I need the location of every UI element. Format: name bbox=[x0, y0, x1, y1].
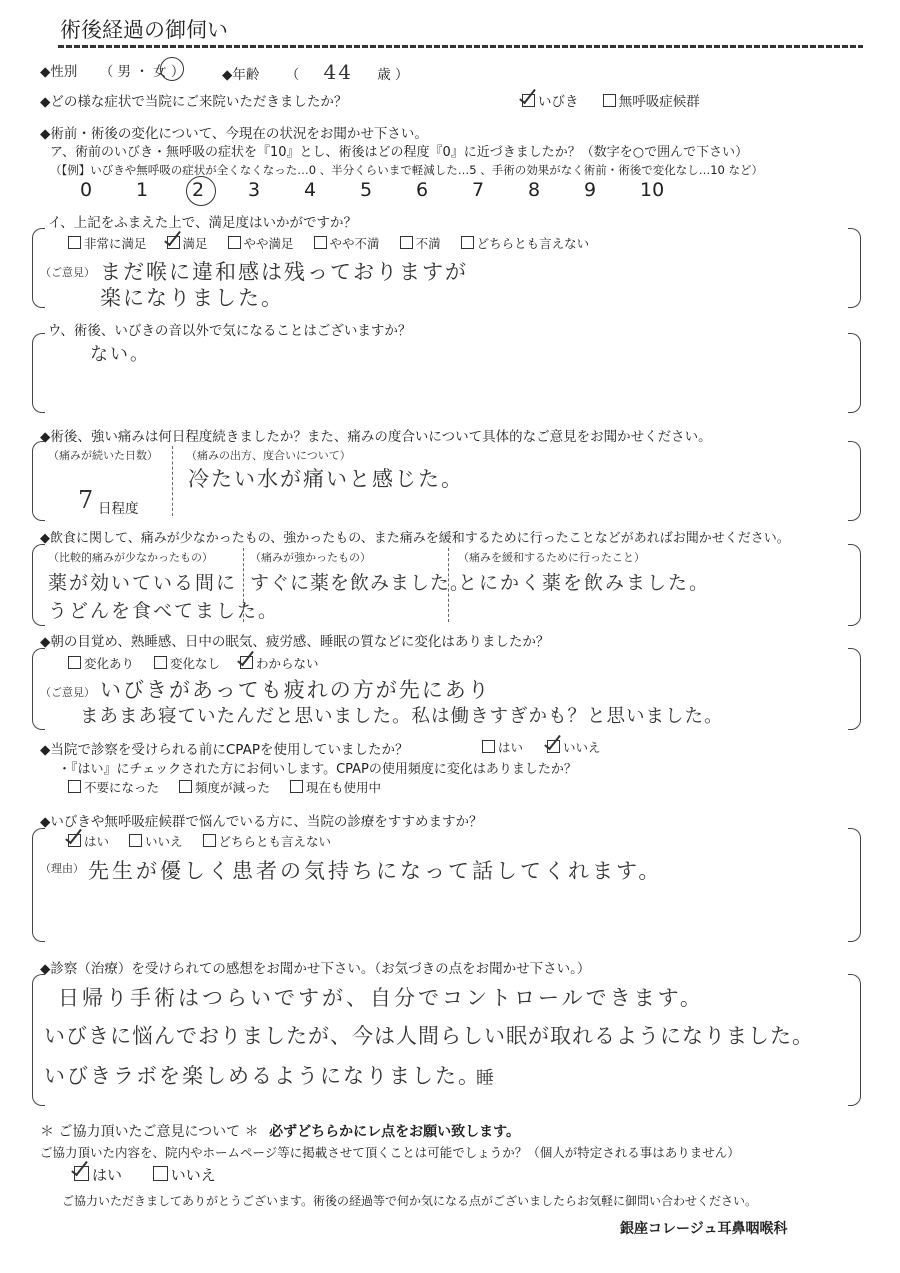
checkbox-icon bbox=[167, 236, 180, 249]
age-open: （ bbox=[285, 67, 300, 83]
checkbox-icon bbox=[461, 236, 474, 249]
recommend-option[interactable]: いいえ bbox=[129, 832, 183, 850]
change-example: （【例】いびきや無呼吸の症状が全くなくなった…0 、半分くらいまで軽減した…5 、手術の効果がなく術前・術後で変化なし…10 など） bbox=[50, 163, 763, 177]
pain-days-unit: 日程度 bbox=[98, 501, 139, 517]
cpap-option-no[interactable]: いいえ bbox=[547, 738, 601, 756]
gender-options: （ 男 ・ 女 ） bbox=[99, 64, 185, 80]
food-question: ◆飲食に関して、痛みが少なかったもの、強かったもの、また痛みを緩和するために行ったことなどがあればお聞かせください。 bbox=[40, 531, 790, 546]
satisfaction-bracket-right bbox=[848, 228, 861, 308]
food-divider-1 bbox=[243, 548, 244, 622]
other-bracket-right bbox=[848, 333, 861, 413]
pain-bracket-left bbox=[32, 441, 45, 521]
checkbox-icon bbox=[290, 780, 303, 793]
change-heading: ◆術前・術後の変化について、今現在の状況をお聞かせ下さい。 bbox=[40, 126, 428, 142]
impression-answer-1: 日帰り手術はつらいですが、自分でコントロールできます。 bbox=[58, 986, 704, 1010]
satisfaction-question: イ、上記をふまえた上で、満足度はいかがですか？ bbox=[48, 215, 358, 231]
food-col1-answer-2: うどんを食べてました。 bbox=[48, 600, 280, 622]
consent-heading bbox=[40, 1121, 520, 1141]
consent-heading-1: ＊ ご協力頂いたご意見について ＊ bbox=[40, 1124, 259, 1140]
pain-detail-label: （痛みの出方、度合いについて） bbox=[186, 449, 351, 462]
consent-question: ご協力頂いた内容を、院内やホームページ等に掲載させて頂くことは可能でしょうか？（個人が特定される事はありません） bbox=[40, 1145, 740, 1160]
other-bracket-left bbox=[32, 333, 45, 413]
pain-detail-answer: 冷たい水が痛いと感じた。 bbox=[188, 467, 464, 491]
food-col1-label: （比較的痛みが少なかったもの） bbox=[48, 551, 213, 564]
checkbox-icon bbox=[68, 834, 81, 847]
consent-options bbox=[74, 1164, 236, 1185]
scale-number[interactable]: 4 bbox=[304, 179, 317, 201]
satisfaction-answer-1: まだ喉に違和感は残っておりますが bbox=[100, 260, 468, 284]
scale-number[interactable]: 2 bbox=[192, 179, 205, 201]
checkbox-icon bbox=[240, 656, 253, 669]
checkbox-icon bbox=[68, 656, 81, 669]
pain-days-label: （痛みが続いた日数） bbox=[48, 449, 158, 462]
food-bracket-right bbox=[848, 544, 861, 626]
checkbox-icon bbox=[68, 780, 81, 793]
checkbox-icon bbox=[203, 834, 216, 847]
satisfaction-option[interactable]: やや満足 bbox=[228, 234, 294, 252]
clinic-name: 銀座コレージュ耳鼻咽喉科 bbox=[620, 1221, 788, 1237]
recommend-question: ◆いびきや無呼吸症候群で悩んでいる方に、当院の診療をすすめますか？ bbox=[40, 814, 483, 830]
checkbox-icon bbox=[74, 1166, 89, 1181]
consent-option-no[interactable]: いいえ bbox=[153, 1164, 216, 1185]
checkbox-icon bbox=[482, 740, 495, 753]
sleep-options bbox=[68, 654, 339, 672]
recommend-options bbox=[68, 832, 351, 850]
change-scale bbox=[80, 179, 696, 201]
food-col3-label: （痛みを緩和するために行ったこと） bbox=[458, 551, 645, 564]
scale-number[interactable]: 6 bbox=[416, 179, 429, 201]
change-question: ア、術前のいびき・無呼吸の症状を『10』とし、術後はどの程度『0』に近づきましたか？（数字を○で囲んで下さい） bbox=[50, 145, 749, 160]
recommend-bracket-left bbox=[32, 828, 45, 942]
impression-answer-2: いびきに悩んでおりましたが、今は人間らしい眠が取れるようになりました。 bbox=[44, 1024, 814, 1048]
checkbox-icon bbox=[314, 236, 327, 249]
checkbox-icon bbox=[400, 236, 413, 249]
scale-number[interactable]: 0 bbox=[80, 179, 93, 201]
sleep-answer-2: まあまあ寝ていたんだと思いました。私は働きすぎかも？と思いました。 bbox=[80, 706, 724, 727]
sleep-bracket-right bbox=[848, 648, 861, 730]
satisfaction-opinion-label: （ご意見） bbox=[40, 266, 95, 279]
checkbox-icon bbox=[228, 236, 241, 249]
symptom-option-snoring[interactable]: いびき bbox=[522, 90, 579, 110]
checkbox-icon bbox=[179, 780, 192, 793]
recommend-option[interactable]: はい bbox=[68, 832, 109, 850]
impression-bracket-right bbox=[848, 974, 861, 1106]
consent-thanks: ご協力いただきましてありがとうございます。術後の経過等で何か気になる点がございましたらお気軽に御問い合わせください。 bbox=[62, 1194, 758, 1208]
sleep-opinion-label: （ご意見） bbox=[40, 686, 95, 699]
checkbox-icon bbox=[547, 740, 560, 753]
food-col2-label: （痛みが強かったもの） bbox=[250, 551, 371, 564]
cpap-sub-option[interactable]: 頻度が減った bbox=[179, 778, 270, 796]
pain-days-value: 7 bbox=[78, 486, 96, 514]
scale-number[interactable]: 9 bbox=[584, 179, 597, 201]
checkbox-icon bbox=[129, 834, 142, 847]
pain-question: ◆術後、強い痛みは何日程度続きましたか？また、痛みの度合いについて具体的なご意見をお聞かせください。 bbox=[40, 429, 712, 445]
sleep-option[interactable]: わからない bbox=[240, 654, 319, 672]
sleep-question: ◆朝の目覚め、熟睡感、日中の眠気、疲労感、睡眠の質などに変化はありましたか？ bbox=[40, 634, 550, 650]
sleep-option[interactable]: 変化あり bbox=[68, 654, 134, 672]
symptom-question: ◆どの様な症状で当院にご来院いただきましたか？ bbox=[40, 94, 348, 110]
title-underline bbox=[58, 45, 863, 48]
cpap-sub-option[interactable]: 不要になった bbox=[68, 778, 159, 796]
satisfaction-option[interactable]: 非常に満足 bbox=[68, 234, 147, 252]
scale-number[interactable]: 8 bbox=[528, 179, 541, 201]
cpap-question: ◆当院で診察を受けられる前にCPAPを使用していましたか？ bbox=[40, 742, 409, 758]
scale-number[interactable]: 10 bbox=[640, 179, 665, 201]
food-col1-answer-1: 薬が効いている間に bbox=[48, 572, 238, 594]
impression-answer-3: いびきラボを楽しめるようになりました。 bbox=[44, 1064, 481, 1088]
gender-female-circle bbox=[160, 57, 184, 81]
other-question: ウ、術後、いびきの音以外で気になることはございますか？ bbox=[48, 323, 412, 339]
impression-answer-note: 睡 bbox=[476, 1068, 496, 1089]
food-bracket-left bbox=[32, 544, 45, 626]
symptom-options bbox=[522, 90, 720, 110]
cpap-option-yes[interactable]: はい bbox=[482, 738, 523, 756]
checkbox-icon bbox=[154, 656, 167, 669]
consent-heading-2: 必ずどちらかにレ点をお願い致します。 bbox=[269, 1124, 520, 1140]
scale-selected-circle bbox=[186, 176, 216, 206]
age-label: ◆年齢 bbox=[222, 67, 260, 83]
consent-option-yes[interactable]: はい bbox=[74, 1164, 122, 1185]
recommend-bracket-right bbox=[848, 828, 861, 942]
cpap-options bbox=[482, 738, 621, 756]
satisfaction-option[interactable]: どちらとも言えない bbox=[461, 234, 590, 252]
cpap-sub-option[interactable]: 現在も使用中 bbox=[290, 778, 381, 796]
checkbox-icon bbox=[603, 94, 616, 107]
cpap-sub-options bbox=[68, 778, 401, 796]
checkbox-icon bbox=[68, 236, 81, 249]
satisfaction-options bbox=[68, 234, 609, 252]
scale-number[interactable]: 7 bbox=[472, 179, 485, 201]
scale-number[interactable]: 5 bbox=[360, 179, 373, 201]
gender-label: ◆性別 bbox=[40, 64, 78, 80]
food-col3-answer: とにかく薬を飲みました。 bbox=[458, 572, 711, 594]
scale-number[interactable]: 3 bbox=[248, 179, 261, 201]
recommend-reason-label: （理由） bbox=[40, 862, 84, 875]
other-answer: ない。 bbox=[90, 344, 150, 365]
satisfaction-answer-2: 楽になりました。 bbox=[100, 286, 284, 310]
food-col2-answer: すぐに薬を飲みました。 bbox=[250, 572, 471, 594]
pain-divider bbox=[172, 446, 173, 516]
recommend-answer: 先生が優しく患者の気持ちになって話してくれます。 bbox=[88, 859, 663, 883]
checkbox-icon bbox=[522, 94, 535, 107]
pain-bracket-right bbox=[848, 441, 861, 521]
age-section bbox=[222, 60, 409, 84]
recommend-option[interactable]: どちらとも言えない bbox=[203, 832, 332, 850]
satisfaction-option[interactable]: 不満 bbox=[400, 234, 441, 252]
food-divider-2 bbox=[448, 548, 449, 622]
symptom-option-apnea[interactable]: 無呼吸症候群 bbox=[603, 90, 700, 110]
age-unit: 歳 ） bbox=[377, 67, 409, 83]
scale-number[interactable]: 1 bbox=[136, 179, 149, 201]
sleep-option[interactable]: 変化なし bbox=[154, 654, 220, 672]
age-value: 44 bbox=[323, 60, 353, 84]
impression-question: ◆診察（治療）を受けられての感想をお聞かせ下さい。（お気づきの点をお聞かせ下さい。） bbox=[40, 961, 591, 977]
satisfaction-option[interactable]: やや不満 bbox=[314, 234, 380, 252]
cpap-sub-question: ・『はい』にチェックされた方にお伺いします。CPAPの使用頻度に変化はありましたか？ bbox=[58, 762, 577, 777]
page-title: 術後経過の御伺い bbox=[60, 18, 228, 42]
satisfaction-option[interactable]: 満足 bbox=[167, 234, 208, 252]
checkbox-icon bbox=[153, 1166, 168, 1181]
sleep-answer-1: いびきがあっても疲れの方が先にあり bbox=[100, 678, 491, 702]
